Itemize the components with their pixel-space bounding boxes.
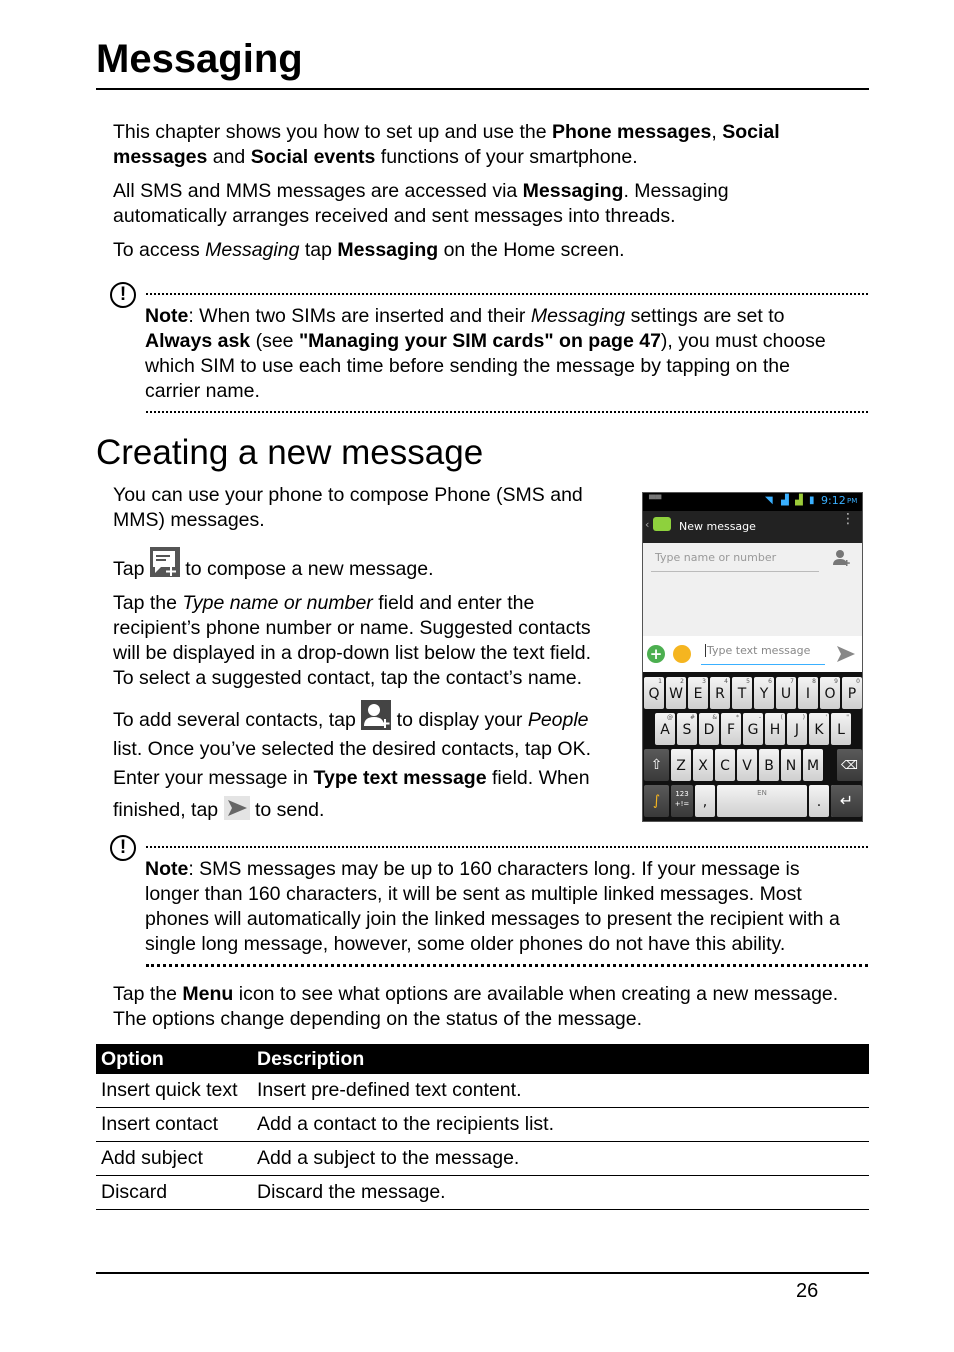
back-chevron-icon[interactable]: ‹ [645,518,650,531]
add-contact-icon[interactable] [831,547,851,571]
wifi-icon: ◥ [765,495,773,506]
send-button-icon[interactable] [835,644,857,668]
recipient-underline [651,571,819,572]
note-bottom-divider [146,411,868,413]
key-q[interactable]: Q 1 [644,677,664,709]
key-d[interactable]: D & [699,713,719,745]
section-title: Creating a new message [96,433,484,472]
shift-key[interactable]: ⇧ [644,749,669,781]
note-1-text: Note: When two SIMs are inserted and their Messaging settings are set to Always ask (see "Managing your SIM cards" on page 47), you must choose which SIM to use each time before sending the message by tapping on the carrier name. [145,305,826,402]
key-t[interactable]: T 5 [732,677,752,709]
key-u[interactable]: U 7 [776,677,796,709]
key-f[interactable]: F * [721,713,741,745]
column-header: Option [96,1044,252,1074]
option-cell: Insert contact [96,1108,252,1142]
option-cell: Add subject [96,1142,252,1176]
emoji-icon[interactable] [673,645,691,663]
key-hint: 2 [680,678,684,685]
description-cell: Add a contact to the recipients list. [252,1108,869,1142]
key-hint: # [689,714,695,721]
key-hint: ) [802,714,805,721]
compose-area [643,543,863,636]
key-k[interactable]: K ' [809,713,829,745]
key-g[interactable]: G - [743,713,763,745]
key-hint: 9 [834,678,838,685]
comma-key[interactable]: , [695,785,715,817]
key-hint: 7 [790,678,794,685]
key-hint: 4 [724,678,728,685]
send-icon [224,796,250,830]
key-z[interactable]: Z [671,749,691,781]
key-hint: ( [780,714,783,721]
message-input[interactable]: Type text message [707,644,811,657]
key-v[interactable]: V [737,749,757,781]
note-top-divider [146,846,868,848]
messaging-app-icon[interactable] [653,517,671,531]
key-hint: - [758,714,761,721]
symbols-key[interactable]: 123 +!= [671,785,693,817]
status-ampm: PM [847,497,858,505]
key-p[interactable]: P 0 [842,677,862,709]
period-key[interactable]: . [809,785,829,817]
swype-key[interactable]: ∫ [644,785,669,817]
description-cell: Insert pre-defined text content. [252,1074,869,1108]
message-underline [701,664,825,665]
options-table [96,1044,869,1210]
action-bar-title: New message [679,520,756,533]
status-time: 9:12 [821,494,846,507]
footer-divider [96,1272,869,1274]
key-s[interactable]: S # [677,713,697,745]
page-number: 26 [796,1280,819,1302]
key-hint: 8 [812,678,816,685]
intro-paragraph-1: This chapter shows you how to set up and use the Phone messages, Social messages and Social events functions of your smartphone. [113,121,780,168]
recipient-input[interactable]: Type name or number [655,551,777,564]
key-hint: 6 [768,678,772,685]
body-paragraph-3: Tap the Type name or number field and enter the recipient’s phone number or name. Suggested contacts will be displayed in a drop-down list below the text field. To select a suggested contact, tap the contact’s name. [113,592,592,689]
note-top-divider [146,293,868,295]
key-hint: 3 [702,678,706,685]
body-paragraph-1: You can use your phone to compose Phone (SMS and MMS) messages. [113,484,583,531]
key-hint: & [712,714,717,721]
attach-icon[interactable]: + [647,645,665,663]
table-row [96,1108,869,1142]
key-c[interactable]: C [715,749,735,781]
key-w[interactable]: W 2 [666,677,686,709]
key-a[interactable]: A @ [655,713,675,745]
body-paragraph-4: To add several contacts, tap to display your People list. Once you’ve selected the desired contacts, tap OK. [113,700,628,762]
note-icon: ! [110,282,136,308]
key-hint: 5 [746,678,750,685]
message-bar [643,636,863,672]
table-row [96,1074,869,1108]
key-n[interactable]: N [781,749,801,781]
key-hint: * [736,714,739,721]
battery-icon: ▮ [809,495,815,506]
key-m[interactable]: M [803,749,823,781]
new-message-icon [150,547,180,586]
action-bar [643,511,863,543]
page-title: Messaging [96,37,303,81]
key-hint: 1 [658,678,662,685]
phone-screenshot [642,492,863,822]
android-icon: ▀▀ [649,495,662,504]
option-cell: Discard [96,1176,252,1210]
title-divider [96,88,869,90]
key-l[interactable]: L " [831,713,851,745]
enter-key[interactable]: ↵ [831,785,862,817]
add-contact-icon [361,700,391,737]
table-row [96,1176,869,1210]
key-hint: " [846,714,849,721]
intro-paragraph-2: All SMS and MMS messages are accessed via Messaging. Messaging automatically arranges received and sent messages into threads. [113,180,729,227]
signal-2-icon: ▟ [795,495,803,506]
backspace-key[interactable]: ⌫ [837,749,862,781]
space-key[interactable]: EN [717,785,807,817]
menu-icon[interactable]: ⋮ [841,511,855,527]
note-icon: ! [110,835,136,861]
column-header: Description [252,1044,869,1074]
key-h[interactable]: H ( [765,713,785,745]
body-paragraph-5: Enter your message in Type text message field. When finished, tap to send. [113,762,628,830]
description-cell: Add a subject to the message. [252,1142,869,1176]
key-hint: ' [825,714,827,721]
key-y[interactable]: Y 6 [754,677,774,709]
key-r[interactable]: R 4 [710,677,730,709]
note-bottom-divider [146,964,868,967]
key-x[interactable]: X [693,749,713,781]
menu-paragraph: Tap the Menu icon to see what options are available when creating a new message. The options change depending on the status of the message. [113,983,839,1030]
key-i[interactable]: I 8 [798,677,818,709]
key-j[interactable]: J ) [787,713,807,745]
status-bar [643,493,863,511]
table-row [96,1142,869,1176]
table-header-row [96,1044,869,1074]
keyboard [643,672,863,822]
note-2-text: Note: SMS messages may be up to 160 characters long. If your message is longer than 160 characters, it will be sent as multiple linked messages. Most phones will automatically join the linked messages to present the recipient with a single long message, however, some older phones do not have this ability. [145,858,840,955]
key-e[interactable]: E 3 [688,677,708,709]
signal-icon: ▟ [781,495,789,506]
body-paragraph-2: Tap to compose a new message. [113,547,623,586]
key-hint: @ [667,714,673,721]
key-o[interactable]: O 9 [820,677,840,709]
description-cell: Discard the message. [252,1176,869,1210]
option-cell: Insert quick text [96,1074,252,1108]
intro-paragraph-3: To access Messaging tap Messaging on the Home screen. [113,239,625,261]
key-b[interactable]: B [759,749,779,781]
key-hint: 0 [856,678,860,685]
